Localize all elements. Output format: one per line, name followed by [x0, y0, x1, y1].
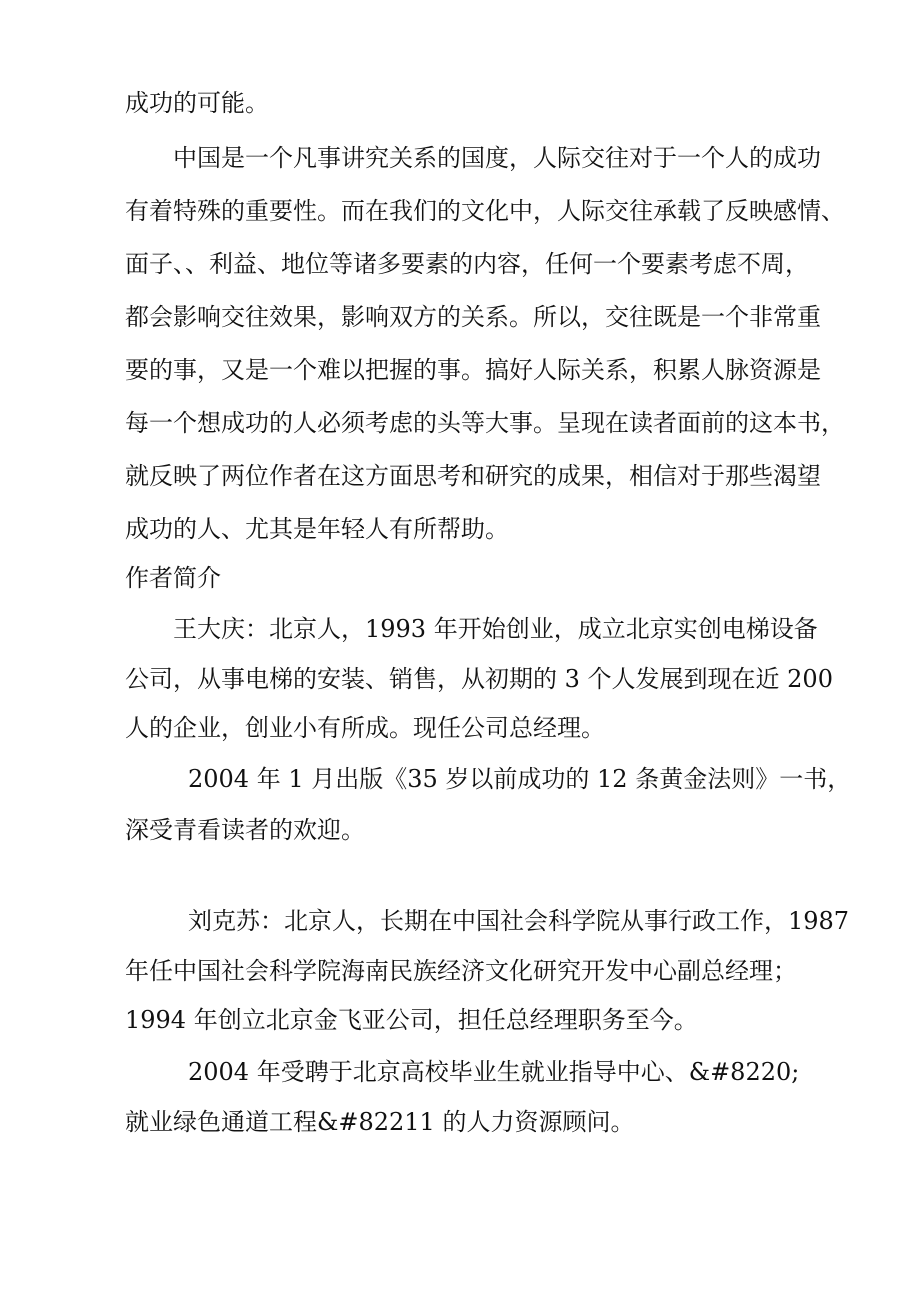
author-2-role-line-1: 2004 年受聘于北京高校毕业生就业指导中心、&#8220; [188, 1058, 800, 1086]
paragraph-2-line-5: 要的事，又是一个难以把握的事。搞好人际关系，积累人脉资源是 [125, 356, 821, 384]
paragraph-2-line-1: 中国是一个凡事讲究关系的国度，人际交往对于一个人的成功 [173, 144, 821, 172]
author-2-line-2: 年任中国社会科学院海南民族经济文化研究开发中心副总经理； [125, 957, 797, 985]
author-2-line-3: 1994 年创立北京金飞亚公司，担任总经理职务至今。 [125, 1006, 698, 1034]
paragraph-2-line-2: 有着特殊的重要性。而在我们的文化中，人际交往承载了反映感情、 [125, 197, 845, 225]
author-2-line-1: 刘克苏：北京人，长期在中国社会科学院从事行政工作，1987 [188, 907, 850, 935]
author-1-book-line-1: 2004 年 1 月出版《35 岁以前成功的 12 条黄金法则》一书， [188, 765, 852, 793]
author-1-book-line-2: 深受青看读者的欢迎。 [125, 816, 365, 844]
paragraph-2-line-3: 面子、、利益、地位等诸多要素的内容，任何一个要素考虑不周， [125, 250, 809, 278]
author-2-role-line-2: 就业绿色通道工程&#82211 的人力资源顾问。 [125, 1108, 635, 1136]
paragraph-2-line-6: 每一个想成功的人必须考虑的头等大事。呈现在读者面前的这本书， [125, 409, 845, 437]
section-heading: 作者简介 [125, 564, 221, 592]
author-1-line-2: 公司，从事电梯的安装、销售，从初期的 3 个人发展到现在近 200 [125, 665, 833, 693]
paragraph-2-line-8: 成功的人、尤其是年轻人有所帮助。 [125, 515, 509, 543]
author-1-line-1: 王大庆：北京人，1993 年开始创业，成立北京实创电梯设备 [173, 615, 818, 643]
author-1-line-3: 人的企业，创业小有所成。现任公司总经理。 [125, 714, 605, 742]
paragraph-2-line-7: 就反映了两位作者在这方面思考和研究的成果，相信对于那些渴望 [125, 462, 821, 490]
paragraph-2-line-4: 都会影响交往效果，影响双方的关系。所以，交往既是一个非常重 [125, 303, 821, 331]
paragraph-1-line-1: 成功的可能。 [125, 89, 269, 117]
